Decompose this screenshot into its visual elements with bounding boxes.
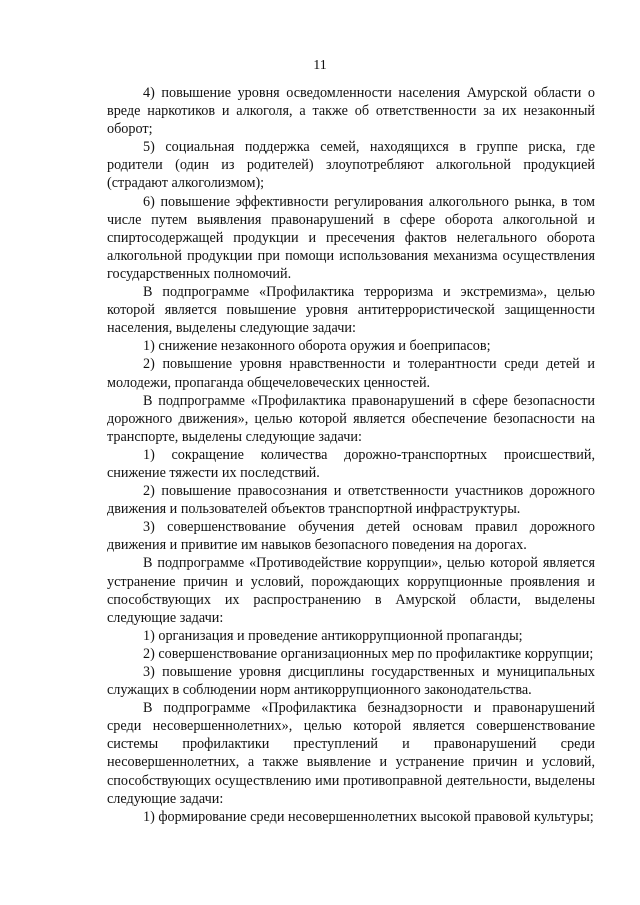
paragraph-task-4: 4) повышение уровня осведомленности населения Амурской области о вреде наркотиков и алкоголя, а также об ответственности за их незаконный оборот; [107,85,595,138]
paragraph-task-5: 5) социальная поддержка семей, находящихся в группе риска, где родители (один из родителей) злоупотребляют алкогольной продукцией (страдают алкоголизмом); [107,139,595,192]
paragraph-road-safety-task-1: 1) сокращение количества дорожно-транспортных происшествий, снижение тяжести их последствий. [107,446,595,481]
paragraph-juvenile-task-1: 1) формирование среди несовершеннолетних высокой правовой культуры; [143,808,594,825]
paragraph-road-safety-subprogram: В подпрограмме «Профилактика правонарушений в сфере безопасности дорожного движения», целью которой является обеспечение безопасности на транспорте, выделены следующие задачи: [107,392,595,445]
document-body [107,84,595,826]
paragraph-corruption-subprogram: В подпрограмме «Противодействие коррупции», целью которой является устранение причин и условий, порождающих коррупционные проявления и способствующих их распространению в Амурской области, выделены следующие задачи: [107,555,595,626]
paragraph-terrorism-subprogram: В подпрограмме «Профилактика терроризма и экстремизма», целью которой является повышение уровня антитеррористической защищенности населения, выделены следующие задачи: [107,284,595,337]
paragraph-juvenile-subprogram: В подпрограмме «Профилактика безнадзорности и правонарушений среди несовершеннолетних», целью которой является совершенствование системы профилактики преступлений и правонарушений среди несовершеннолетних, а также выявление и устранение причин и условий, способствующих осуществлению ими противоправной деятельности, выделены следующие задачи: [107,700,595,807]
paragraph-terrorism-task-1: 1) снижение незаконного оборота оружия и боеприпасов; [143,338,491,355]
page-number: 11 [313,58,327,73]
paragraph-road-safety-task-2: 2) повышение правосознания и ответственности участников дорожного движения и пользователей объектов транспортной инфраструктуры. [107,483,595,518]
paragraph-terrorism-task-2: 2) повышение уровня нравственности и толерантности среди детей и молодежи, пропаганда общечеловеческих ценностей. [107,356,595,391]
paragraph-corruption-task-2: 2) совершенствование организационных мер по профилактике коррупции; [143,645,594,662]
paragraph-road-safety-task-3: 3) совершенствование обучения детей основам правил дорожного движения и привитие им навыков безопасного поведения на дорогах. [107,519,595,554]
paragraph-corruption-task-3: 3) повышение уровня дисциплины государственных и муниципальных служащих в соблюдении норм антикоррупционного законодательства. [107,664,595,699]
paragraph-corruption-task-1: 1) организация и проведение антикоррупционной пропаганды; [143,627,523,644]
paragraph-task-6: 6) повышение эффективности регулирования алкогольного рынка, в том числе путем выявления правонарушений в сфере оборота алкогольной и спиртосодержащей продукции и пресечения фактов нелегального оборота алкогольной продукции при помощи использования механизма осуществления государственных полномочий. [107,193,595,282]
